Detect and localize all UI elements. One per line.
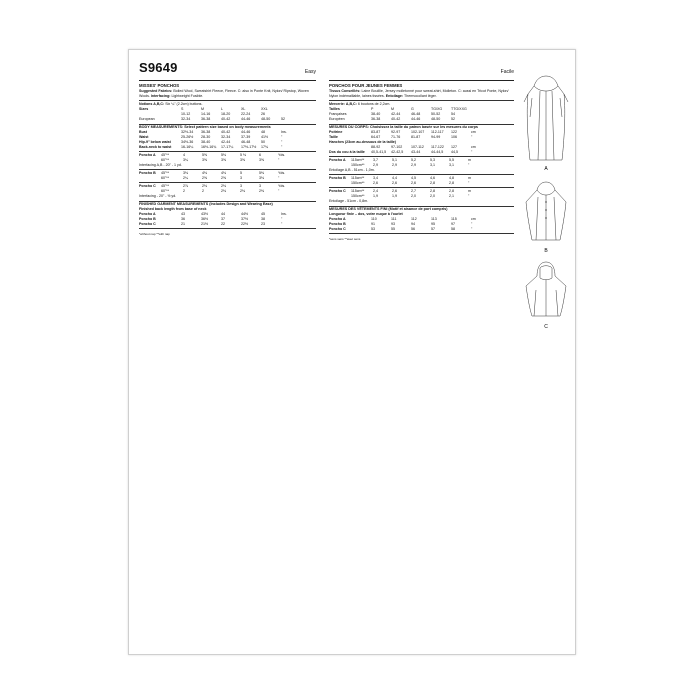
table-cell: 21 (181, 222, 185, 227)
table-cell: 55 (391, 227, 395, 232)
table-cell: 93 (391, 222, 395, 227)
size-table (139, 107, 316, 122)
poncho-views-svg (522, 72, 570, 332)
fabric-width: 45"** (161, 184, 170, 189)
table-cell: 106 (451, 135, 457, 140)
table-cell: 2,8 (430, 189, 435, 194)
table-cell: 38-40 (201, 140, 211, 145)
table-cell: 4⅛ (202, 171, 207, 176)
table-cell: 2⅜ (259, 189, 264, 194)
table-cell: 2,9 (392, 163, 397, 168)
table-row: Tailles P M G TG/XG TTG/XXG (329, 107, 467, 112)
table-cell: 2,0 (411, 194, 416, 199)
fabric-width: 115cm** (351, 176, 365, 181)
unit-label: m (468, 158, 471, 163)
table-cell: 4,5 (411, 176, 416, 181)
hanches-label: Hanches (23cm au-dessous de la taille) (329, 140, 396, 145)
unit-label: " (278, 158, 280, 163)
row-label (139, 176, 161, 181)
table-cell: 2,8 (449, 181, 454, 186)
table-cell: 5⅝ (202, 153, 207, 158)
table-cell: 2⅛ (221, 189, 226, 194)
unit-label: " (468, 194, 470, 199)
unit-label: " (468, 163, 470, 168)
table-cell: 2,1 (449, 194, 454, 199)
unit-label: Yds. (278, 184, 286, 189)
table-cell: 57 (431, 227, 435, 232)
unit-label: " (281, 217, 283, 222)
poncho-b-yardage-fr (329, 176, 514, 186)
table-cell: 1,9 (373, 194, 378, 199)
table-cell: 50 (261, 140, 265, 145)
table-cell: 2,6 (392, 189, 397, 194)
table-cell: 3⅛ (259, 176, 264, 181)
view-a-label: A (544, 166, 548, 172)
table-cell: 16-16¼ (181, 145, 194, 150)
table-row (139, 222, 316, 227)
fabric-width: 115cm** (351, 158, 365, 163)
poncho-c-yardage (139, 184, 316, 194)
table-cell: 3⅝ (259, 158, 264, 163)
table-cell: 4 (183, 153, 185, 158)
unit-label: Ins. (281, 212, 287, 217)
footnote-fr: *sens sens **avec sens (329, 237, 361, 242)
finished-subtitle: Finished back length from base of neck (139, 207, 207, 212)
table-cell: 2,9 (411, 163, 416, 168)
table-cell: 48 (261, 130, 265, 135)
table-cell: 4,4 (392, 176, 397, 181)
table-cell: 112 (411, 217, 417, 222)
row-label: Bust (139, 130, 147, 135)
table-cell: 5,2 (411, 158, 416, 163)
table-cell: 71-76 (391, 135, 401, 140)
table-cell: 3⅝ (221, 158, 226, 163)
table-cell: 46-48 (241, 140, 251, 145)
fabric-width: 60"** (161, 189, 170, 194)
table-cell: 2⅛ (221, 184, 226, 189)
table-row: Sizes S M L XL XXL (139, 107, 268, 112)
table-cell: 36-38 (201, 130, 211, 135)
table-cell: 56 (411, 227, 415, 232)
finished-subtitle-fr: Longueur finie – dos, votre nuque à l'ourlet (329, 212, 403, 217)
table-row (139, 145, 316, 150)
table-cell: 21½ (201, 222, 208, 227)
fabrics-text-fr: Tissus Conseillés: Laine Bouillie, Jersey molletonné pour sweat-shirt, Molleton. C: aussi en Tricot Ponte, Nylon/ Nylon indémaillable, laines tissées. Entoilage: Thermocollant léger. (329, 89, 509, 98)
table-cell: 41½ (261, 135, 268, 140)
table-cell: 3,4 (373, 176, 378, 181)
table-cell: 44 (221, 212, 225, 217)
footnote: *without nap **with nap (139, 232, 170, 237)
table-cell: 32½-34 (181, 130, 194, 135)
unit-label: " (278, 189, 280, 194)
table-cell: 83-87 (371, 130, 381, 135)
table-cell: 3¼ (183, 158, 188, 163)
header-fr (329, 60, 514, 81)
poncho-b-yardage (139, 171, 316, 181)
unit-label: Yds. (278, 171, 286, 176)
table-cell: 110 (371, 217, 377, 222)
row-label: Poncho B (139, 171, 156, 176)
difficulty-label: Easy (304, 69, 316, 75)
table-cell: 2,4 (373, 189, 378, 194)
table-cell: 28-30 (201, 135, 211, 140)
unit-label: " (278, 176, 280, 181)
table-cell: 1,9 (392, 194, 397, 199)
table-cell: 3⅛ (183, 171, 188, 176)
table-cell: 4,6 (430, 176, 435, 181)
table-cell: 43 (181, 212, 185, 217)
table-row: Européen 36-38 40-42 44-46 48-50 52 (329, 117, 455, 122)
body-measurements-title: BODY MEASUREMENTS: Select pattern size based on body measurements (139, 124, 316, 130)
row-label: Taille (329, 135, 338, 140)
row-label: Poncho C (329, 227, 346, 232)
body-measurements-table (139, 130, 316, 150)
table-cell: 53 (371, 227, 375, 232)
row-label: Poncho C (139, 222, 156, 227)
table-cell: 6 (259, 153, 261, 158)
table-cell: 2¼ (183, 176, 188, 181)
fabric-width: 45"** (161, 171, 170, 176)
table-cell: 94-99 (431, 135, 441, 140)
size-table-fr (329, 107, 514, 122)
table-cell: 95 (431, 222, 435, 227)
table-cell: 22 (221, 222, 225, 227)
table-cell: 37½ (241, 217, 248, 222)
row-label: Poncho B (329, 176, 346, 181)
row-label (329, 181, 351, 186)
table-cell: 97 (451, 222, 455, 227)
table-cell: 115 (451, 217, 457, 222)
table-row: 10-12 14-16 18-20 22-24 26 (181, 112, 265, 117)
table-row: 88-92 97-102 107-112 117-122 127 cm (371, 145, 476, 150)
unit-label: cm (471, 217, 476, 222)
technical-drawings (522, 72, 570, 332)
table-cell: 5,5 (449, 158, 454, 163)
entoilage-c: Entoilage - 51cm - 0,8m. (329, 199, 369, 204)
unit-label: Ins. (281, 130, 287, 135)
row-label: Poitrine (329, 130, 343, 135)
unit-label: cm (471, 130, 476, 135)
table-cell: 2 (202, 189, 204, 194)
row-label: Hip-9" below waist (139, 140, 171, 145)
row-label: Poncho C (329, 189, 346, 194)
unit-label: " (471, 135, 473, 140)
table-cell: 40-42 (221, 130, 231, 135)
table-cell: 5 (240, 171, 242, 176)
fabric-width: 150cm** (351, 181, 365, 186)
unit-label: " (281, 222, 283, 227)
table-cell: 2,6 (373, 181, 378, 186)
entoilage-ab: Entoilage A,B - 51cm - 1,0m. (329, 168, 375, 173)
fabric-width: 60"** (161, 158, 170, 163)
table-cell: 2 (183, 189, 185, 194)
unit-label: m (468, 176, 471, 181)
row-label: Poncho A (139, 153, 156, 158)
table-cell: 2,8 (449, 189, 454, 194)
unit-label: " (468, 181, 470, 186)
finished-measurements-table (139, 212, 316, 227)
finished-measurements-table-fr (329, 217, 514, 232)
pattern-title: MISSES' PONCHOS (139, 83, 180, 88)
difficulty-label-fr: Facile (500, 69, 514, 75)
table-cell: 3 (259, 184, 261, 189)
table-cell: 32-34 (221, 135, 231, 140)
unit-label: " (281, 135, 283, 140)
table-cell: 3,1 (449, 163, 454, 168)
table-cell: 3⅝ (240, 158, 245, 163)
header (139, 60, 316, 81)
table-cell: 37 (221, 217, 225, 222)
view-a-drawing (524, 76, 568, 160)
poncho-c-yardage-fr (329, 189, 514, 199)
unit-label: " (281, 140, 283, 145)
fabric-width: 150cm** (351, 163, 365, 168)
table-cell: 25-26½ (181, 135, 194, 140)
table-cell: 2⅛ (240, 189, 245, 194)
unit-label: m (468, 189, 471, 194)
row-label: Poncho C (139, 184, 156, 189)
table-cell: 36½ (201, 217, 208, 222)
table-cell: 5⅜ (259, 171, 264, 176)
table-cell: 81-87 (411, 135, 421, 140)
poncho-a-yardage-fr (329, 158, 514, 168)
interfacing-ab: Interfacing A,B - 20" - 1 yd. (139, 163, 182, 168)
table-row (139, 176, 316, 181)
row-label: Waist (139, 135, 149, 140)
table-cell: 5 ⅛ (240, 153, 246, 158)
table-cell: 2,0 (430, 194, 435, 199)
finished-measurements-title: FINISHED GARMENT MEASUREMENTS (Includes Design and Wearing Ease) (139, 201, 316, 207)
body-measurements-title-fr: MESURES DU CORPS: Choisissez la taille du patron basée sur les mesures du corps (329, 124, 514, 130)
table-cell: 2,9 (373, 163, 378, 168)
table-cell: 3,7 (373, 158, 378, 163)
table-row: European 32-34 36-38 40-42 44-46 48-50 52 (139, 117, 285, 122)
table-cell: 2⅛ (202, 184, 207, 189)
table-row: Françaises 38-40 42-44 46-48 50-52 54 (329, 112, 455, 117)
table-cell: 2⅝ (202, 176, 207, 181)
table-cell: 42-44 (221, 140, 231, 145)
table-cell: 2⅞ (183, 184, 188, 189)
body-measurements-table-fr (329, 130, 514, 140)
table-cell: 4⅛ (221, 171, 226, 176)
poncho-a-yardage (139, 153, 316, 163)
table-cell: 23 (261, 222, 265, 227)
row-label: Poncho A (139, 212, 156, 217)
table-cell: 4,8 (449, 176, 454, 181)
table-cell: 3,1 (430, 163, 435, 168)
table-cell: 113 (431, 217, 437, 222)
table-cell: 5⅛ (221, 153, 226, 158)
pattern-title-fr: PONCHOS POUR JEUNES FEMMES (329, 83, 403, 88)
table-cell: 2,6 (411, 181, 416, 186)
table-row (329, 227, 514, 232)
table-cell: 17¾ (261, 145, 268, 150)
view-b-drawing (526, 182, 566, 240)
view-c-label: C (544, 324, 548, 330)
table-cell: 22½ (241, 222, 248, 227)
table-row (329, 181, 514, 186)
row-label: Poncho B (139, 217, 156, 222)
unit-label: " (281, 145, 283, 150)
english-column (139, 60, 316, 236)
row-label: Back-neck to waist (139, 145, 172, 150)
fabric-width: 60"** (161, 176, 170, 181)
table-cell: 2,6 (392, 181, 397, 186)
french-column (329, 60, 514, 241)
unit-label: " (471, 227, 473, 232)
table-cell: 112-117 (431, 130, 444, 135)
table-cell: 3 (240, 184, 242, 189)
interfacing-c: Interfacing - 20" - ½ yd. (139, 194, 177, 199)
table-cell: 3 (240, 176, 242, 181)
row-label: Poncho B (329, 222, 346, 227)
fabric-width: 45"** (161, 153, 170, 158)
table-cell: 111 (391, 217, 397, 222)
table-cell: 44½ (241, 212, 248, 217)
table-cell: 2⅝ (221, 176, 226, 181)
table-cell: 37-39 (241, 135, 251, 140)
table-cell: 64-67 (371, 135, 381, 140)
pattern-number: S9649 (139, 60, 178, 75)
table-cell: 43½ (201, 212, 208, 217)
table-cell: 34½-36 (181, 140, 194, 145)
row-label: Poncho A (329, 158, 346, 163)
notions-text: Notions A,B,C: Six ¼" (2.2cm) buttons. (139, 101, 203, 106)
table-cell: 102-107 (411, 130, 425, 135)
table-cell: 38 (261, 217, 265, 222)
table-cell: 2,7 (411, 189, 416, 194)
view-c-drawing (526, 262, 566, 316)
fabric-width: 115cm** (351, 189, 365, 194)
table-cell: 3⅝ (202, 158, 207, 163)
table-cell: 44-46 (241, 130, 251, 135)
pattern-envelope-back (128, 49, 576, 655)
table-cell: 36 (181, 217, 185, 222)
unit-label: " (471, 222, 473, 227)
table-cell: 2,8 (430, 181, 435, 186)
table-cell: 17-17¼ (221, 145, 234, 150)
table-cell: 17½-17½ (241, 145, 257, 150)
row-label: Poncho A (329, 217, 346, 222)
notions-text-fr: Mercerie: A,B,C: 6 boutons de 2,2cm. (329, 101, 391, 106)
table-cell: 92-97 (391, 130, 401, 135)
table-cell: 16½-16¾ (201, 145, 217, 150)
fabrics-text: Suggested Fabrics: Boiled Wool, Sweatshirt Fleece, Fleece. C: also in Ponte Knit, Nylon/ Ripstop, Woven Wools. Interfacing: Lightweight Fusible. (139, 89, 309, 98)
table-cell: 58 (451, 227, 455, 232)
table-cell: 94 (411, 222, 415, 227)
table-cell: 122 (451, 130, 457, 135)
unit-label: Yds. (278, 153, 286, 158)
table-cell: 5,1 (392, 158, 397, 163)
view-b-label: B (544, 248, 548, 254)
table-cell: 91 (371, 222, 375, 227)
table-cell: 5,3 (430, 158, 435, 163)
table-row: Dos du cou à la taille 40,5-41,5 42-42,5 43-44 44-44,5 44,5 " (329, 150, 473, 155)
finished-measurements-title-fr: MESURES DES VÊTEMENTS FINI (Motif et aisance de port compris) (329, 206, 514, 212)
table-cell: 45 (261, 212, 265, 217)
fabric-width: 150cm** (351, 194, 365, 199)
